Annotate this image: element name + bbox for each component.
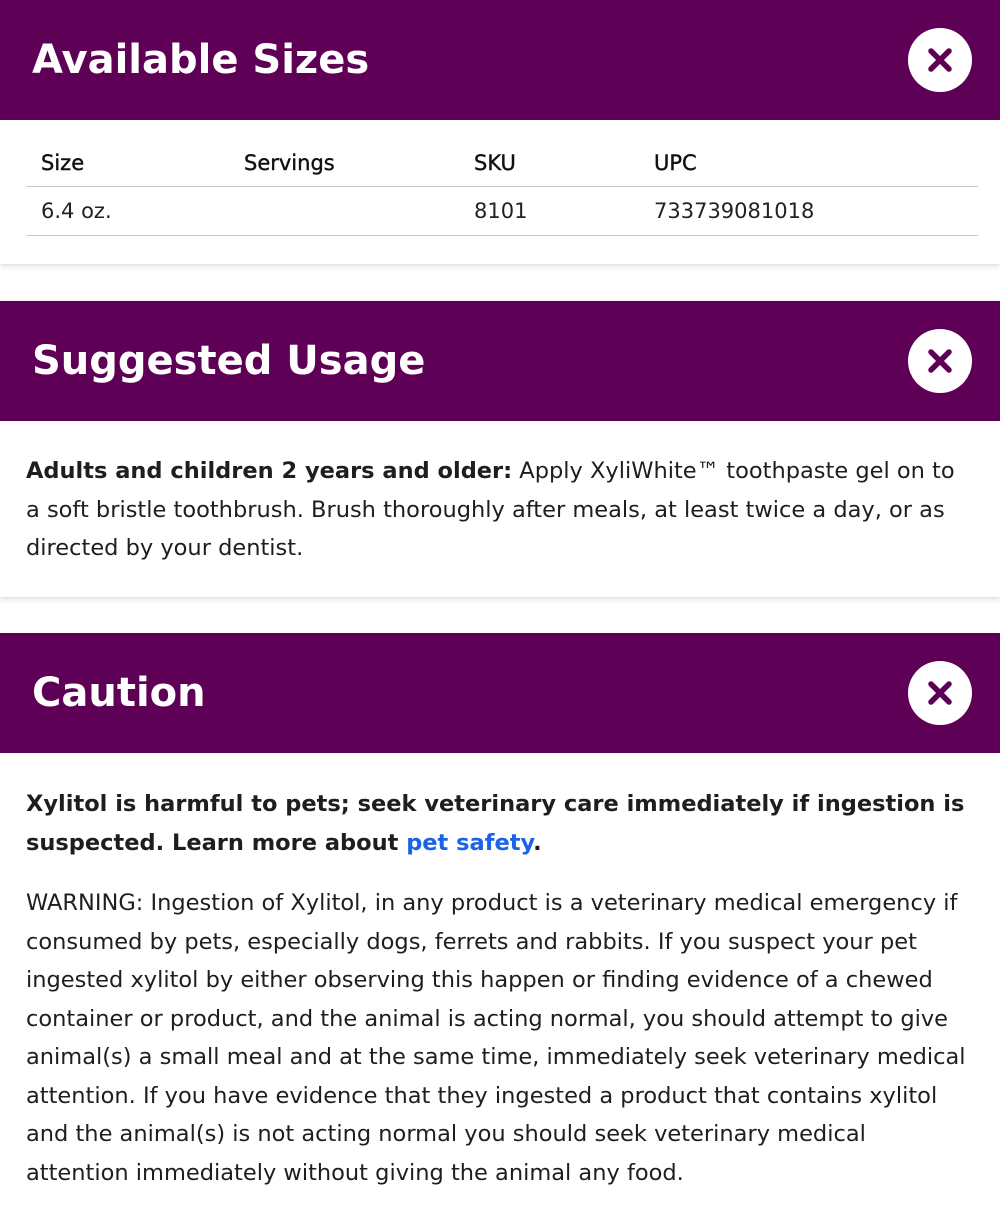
- close-icon: [927, 47, 953, 73]
- caution-pet-warning-text: Xylitol is harmful to pets; seek veterinary care immediately if ingestion is suspected. Learn more about: [26, 791, 965, 856]
- column-header-size: Size: [26, 146, 229, 187]
- caution-pet-warning-end: .: [533, 829, 542, 856]
- sizes-table: [26, 146, 978, 236]
- caution-close-button[interactable]: [908, 661, 972, 725]
- close-icon: [927, 680, 953, 706]
- caution-warning-text: WARNING: Ingestion of Xylitol, in any product is a veterinary medical emergency if consumed by pets, especially dogs, ferrets and rabbits. If you suspect your pet ingested xylitol by either observing this happen or finding evidence of a chewed container or product, and the animal is acting normal, you should attempt to give animal(s) a small meal and at the same time, immediately seek veterinary medical attention. If you have evidence that they ingested a product that contains xylitol and the animal(s) is not acting normal you should seek veterinary medical attention immediately without giving the animal any food.: [26, 890, 966, 1186]
- caution-title: Caution: [32, 670, 206, 716]
- suggested-usage-title: Suggested Usage: [32, 338, 426, 384]
- pet-safety-link[interactable]: pet safety: [406, 829, 534, 856]
- sizes-table-header-row: [26, 146, 978, 187]
- caution-header[interactable]: [0, 633, 1000, 753]
- available-sizes-title: Available Sizes: [32, 37, 370, 83]
- column-header-servings: Servings: [229, 146, 459, 187]
- table-row: [26, 187, 978, 236]
- cell-upc: 733739081018: [639, 187, 978, 236]
- column-header-upc: UPC: [639, 146, 978, 187]
- suggested-usage-close-button[interactable]: [908, 329, 972, 393]
- available-sizes-panel: [0, 0, 1000, 264]
- usage-lead: Adults and children 2 years and older:: [26, 458, 513, 484]
- available-sizes-header[interactable]: [0, 0, 1000, 120]
- suggested-usage-text: [26, 452, 974, 568]
- available-sizes-close-button[interactable]: [908, 28, 972, 92]
- close-icon: [927, 348, 953, 374]
- suggested-usage-header[interactable]: [0, 301, 1000, 421]
- usage-instructions: Apply XyliWhite™ toothpaste gel on to a soft bristle toothbrush. Brush thoroughly after meals, at least twice a day, or as directed by your dentist.: [26, 458, 955, 561]
- cell-servings: [229, 187, 459, 236]
- cell-size: 6.4 oz.: [26, 187, 229, 236]
- caution-pet-warning: [26, 785, 974, 862]
- cell-sku: 8101: [459, 187, 639, 236]
- column-header-sku: SKU: [459, 146, 639, 187]
